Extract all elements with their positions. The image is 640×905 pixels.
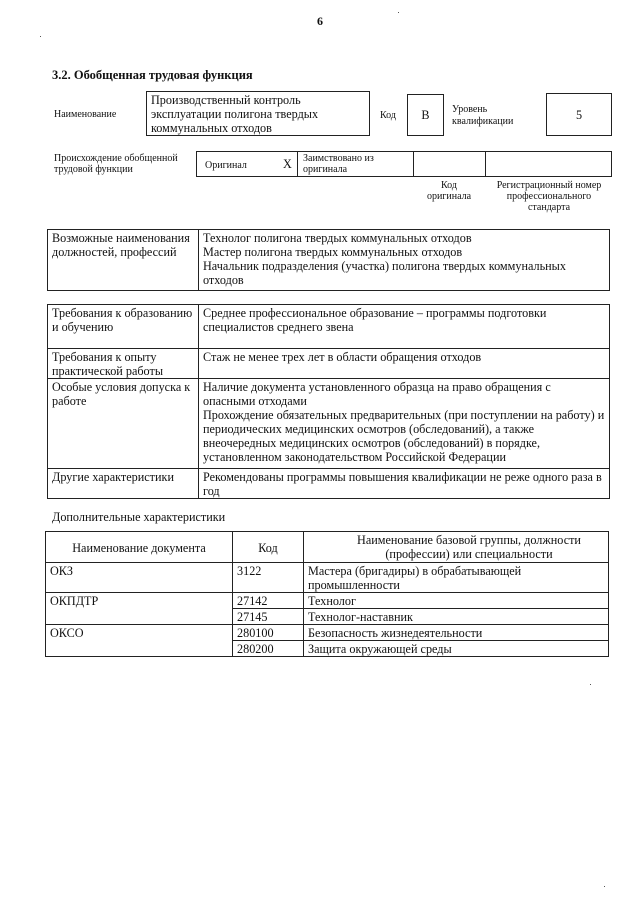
row-code: 280200	[233, 641, 304, 657]
original-label: Оригинал	[205, 160, 247, 171]
req-other-value: Рекомендованы программы повышения квалификации не реже одного раза в год	[199, 469, 610, 499]
positions-table	[47, 229, 610, 291]
level-value: 5	[546, 93, 612, 136]
req-experience-value: Стаж не менее трех лет в области обращения отходов	[199, 349, 610, 379]
origin-label: Происхождение обобщенной трудовой функции	[54, 153, 178, 175]
req-conditions-line-2: Прохождение обязательных предварительных (при поступлении на работу) и периодических медицинских осмотров (обследований), а также внеочередных медицинских осмотров (обследований) в порядке, установленном законодательством Российской Федерации	[203, 408, 605, 464]
position-item: Начальник подразделения (участка) полигона твердых коммунальных отходов	[203, 259, 566, 287]
position-item: Мастер полигона твердых коммунальных отходов	[203, 245, 463, 259]
scan-speck	[590, 684, 591, 685]
row-doc: ОКЗ	[46, 563, 233, 593]
row-code: 27142	[233, 593, 304, 609]
row-name: Безопасность жизнедеятельности	[304, 625, 609, 641]
req-conditions-line-1: Наличие документа установленного образца на право обращения с опасными отходами	[203, 380, 551, 408]
scan-speck	[40, 36, 41, 37]
row-code: 27145	[233, 609, 304, 625]
origin-box	[196, 151, 612, 177]
row-name: Технолог-наставник	[304, 609, 609, 625]
code-value: В	[407, 94, 444, 136]
row-name: Защита окружающей среды	[304, 641, 609, 657]
additional-title: Дополнительные характеристики	[52, 510, 226, 524]
table-row	[46, 563, 609, 593]
row-code: 3122	[233, 563, 304, 593]
page-number: 6	[317, 14, 323, 28]
req-conditions-value	[199, 379, 610, 469]
row-name: Технолог	[304, 593, 609, 609]
req-education-value: Среднее профессиональное образование – программы подготовки специалистов среднего звена	[199, 305, 610, 349]
row-code: 280100	[233, 625, 304, 641]
name-value: Производственный контроль эксплуатации полигона твердых коммунальных отходов	[146, 91, 370, 136]
name-label: Наименование	[54, 109, 117, 120]
col-code-header: Код	[233, 532, 304, 563]
reg-number-caption: Регистрационный номер профессионального стандарта	[496, 180, 602, 213]
code-original-caption: Код оригинала	[426, 180, 472, 202]
code-label: Код	[380, 110, 396, 121]
positions-label: Возможные наименования должностей, профессий	[48, 230, 199, 291]
table-row	[46, 625, 609, 641]
scan-speck	[398, 12, 399, 13]
req-other-label: Другие характеристики	[48, 469, 199, 499]
borrowed-label: Заимствовано из оригинала	[303, 153, 374, 175]
row-doc: ОКПДТР	[46, 593, 233, 625]
row-doc: ОКСО	[46, 625, 233, 657]
req-conditions-label: Особые условия допуска к работе	[48, 379, 199, 469]
req-experience-label: Требования к опыту практической работы	[48, 349, 199, 379]
requirements-table	[47, 304, 610, 499]
original-mark: X	[283, 157, 292, 171]
level-label-2: квалификации	[452, 116, 514, 127]
scan-speck	[604, 886, 605, 887]
additional-table	[45, 531, 609, 657]
section-title: 3.2. Обобщенная трудовая функция	[52, 68, 253, 82]
positions-list	[199, 230, 610, 291]
position-item: Технолог полигона твердых коммунальных отходов	[203, 231, 472, 245]
table-row	[46, 593, 609, 609]
col-doc-header: Наименование документа	[46, 532, 233, 563]
row-name: Мастера (бригадиры) в обрабатывающей промышленности	[304, 563, 609, 593]
req-education-label: Требования к образованию и обучению	[48, 305, 199, 349]
level-label-1: Уровень	[452, 104, 488, 115]
col-name-header: Наименование базовой группы, должности (профессии) или специальности	[304, 532, 609, 563]
